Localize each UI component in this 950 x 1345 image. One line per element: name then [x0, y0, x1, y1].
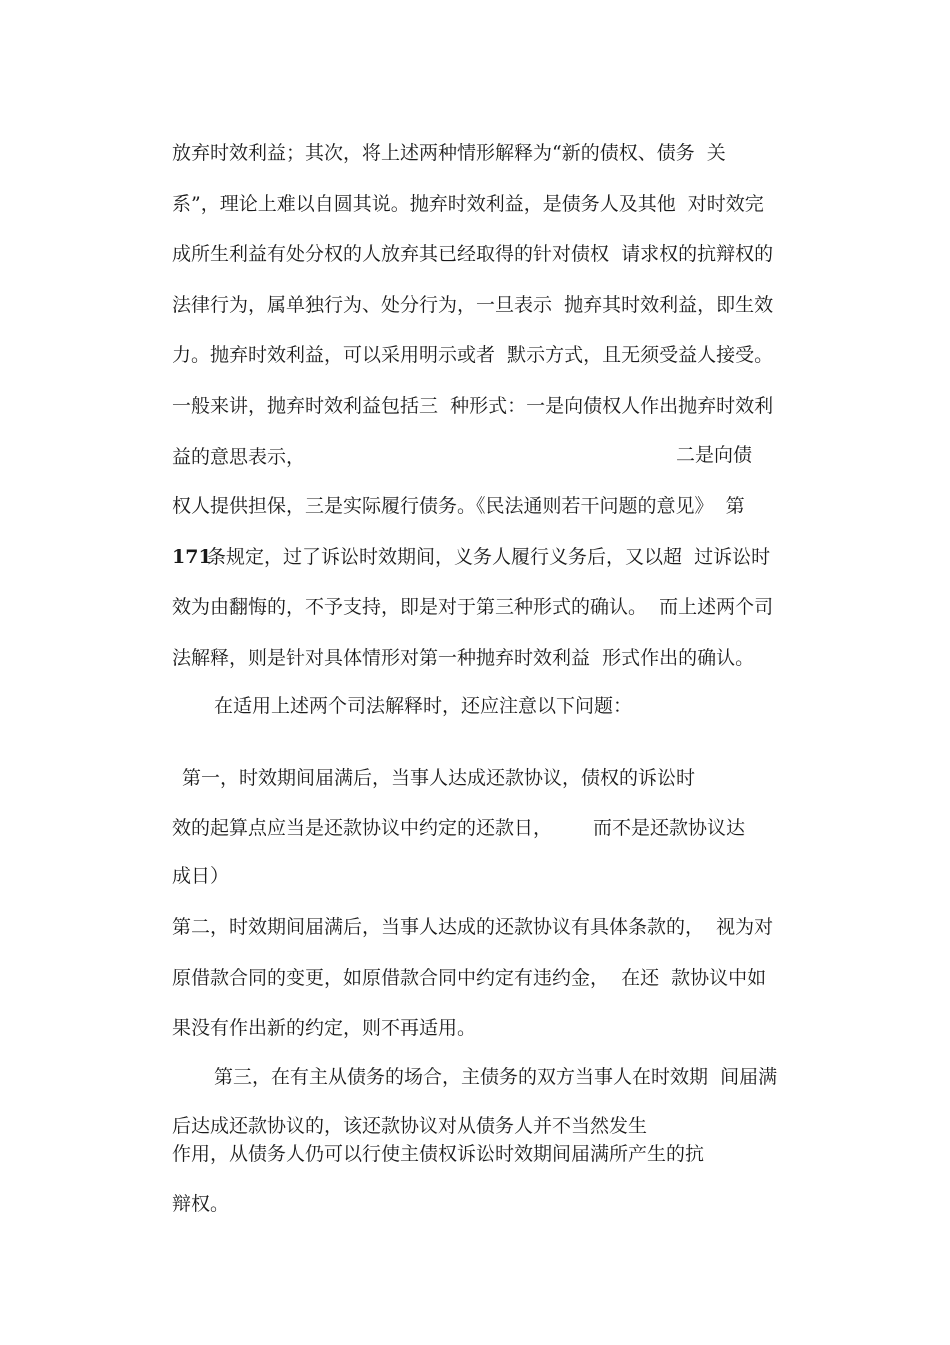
text-line: 第三，在有主从债务的场合，主债务的双方当事人在时效期 间届满: [214, 1066, 778, 1088]
text-line: 第一，时效期间届满后，当事人达成还款协议，债权的诉讼时: [182, 767, 696, 789]
text-line: 成所生利益有处分权的人放弃其已经取得的针对债权 请求权的抗辩权的: [172, 243, 774, 265]
text-line: 第二，时效期间届满后，当事人达成的还款协议有具体条款的， 视为对: [172, 916, 774, 938]
text-line: 法解释，则是针对具体情形对第一种抛弃时效利益 形式作出的确认。: [172, 647, 755, 669]
text-line: 辩权。: [172, 1193, 230, 1215]
text-line: 而不是还款协议达: [593, 817, 746, 839]
text-line: 法律行为，属单独行为、处分行为，一旦表示 抛弃其时效利益，即生效: [172, 294, 774, 316]
text-line: 后达成还款协议的，该还款协议对从债务人并不当然发生: [172, 1115, 648, 1137]
text-line: 二是向债: [676, 444, 753, 466]
text-line: 原借款合同的变更，如原借款合同中约定有违约金， 在还 款协议中如: [172, 967, 767, 989]
text-line: 果没有作出新的约定，则不再适用。: [172, 1017, 477, 1039]
text-line: 系”，理论上难以自圆其说。抛弃时效利益，是债务人及其他 对时效完: [172, 193, 764, 215]
text-line: 效为由翻悔的，不予支持，即是对于第三种形式的确认。 而上述两个司: [172, 596, 774, 618]
text-line: 力。抛弃时效利益，可以采用明示或者 默示方式，且无须受益人接受。: [172, 344, 774, 366]
text-line: 作用，从债务人仍可以行使主债权诉讼时效期间届满所产生的抗: [172, 1143, 705, 1165]
text-line: 益的意思表示，: [172, 446, 306, 468]
text-line: 放弃时效利益；其次，将上述两种情形解释为“新的债权、债务 关: [172, 142, 726, 164]
text-line: 一般来讲，抛弃时效利益包括三 种形式：一是向债权人作出抛弃时效利: [172, 395, 774, 417]
paragraph-intro: 在适用上述两个司法解释时，还应注意以下问题：: [214, 695, 633, 717]
text-line: 成日）: [172, 865, 230, 887]
text-line: 权人提供担保，三是实际履行债务。《民法通则若干问题的意见》 第: [172, 495, 745, 517]
text-line: 条规定，过了诉讼时效期间，义务人履行义务后，又以超 过诉讼时: [207, 546, 771, 568]
article-number: 171: [172, 546, 212, 568]
text-line: 效的起算点应当是还款协议中约定的还款日，: [172, 817, 553, 839]
